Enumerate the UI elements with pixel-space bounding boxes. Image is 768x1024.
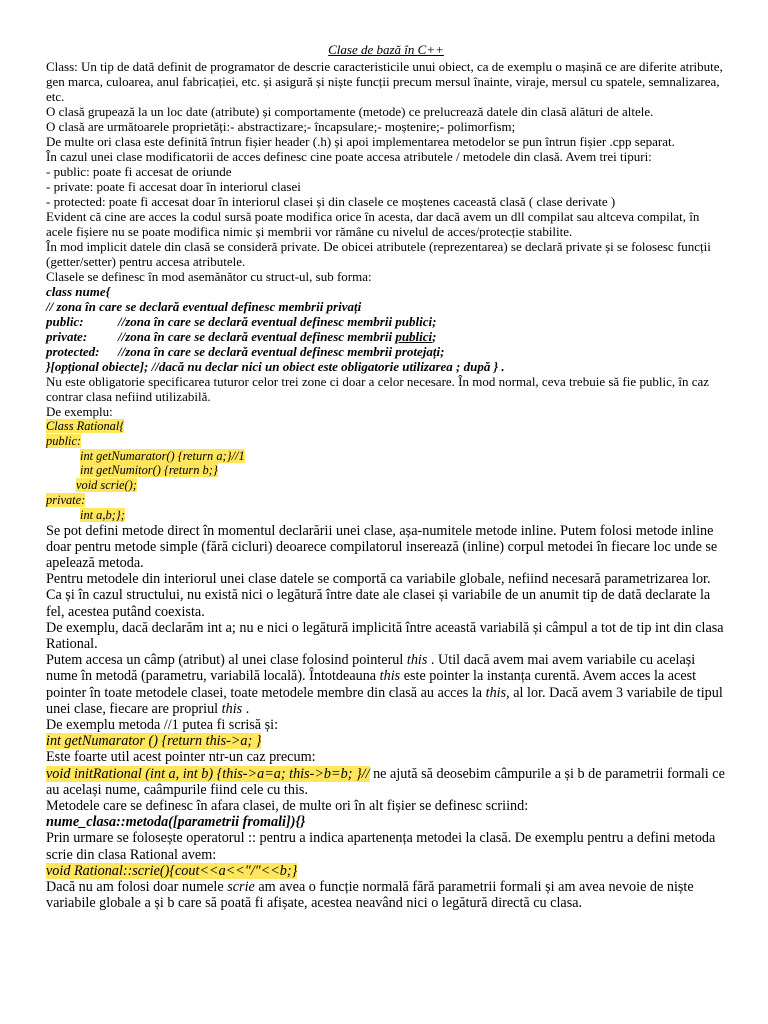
intro-properties: O clasă are următoarele proprietăți:- abstractizare;- încapsulare;- moștenire;- polimorfism;	[46, 119, 516, 134]
useful-case-label: Este foarte util acest pointer ntr-un caz precum:	[46, 749, 316, 766]
init-rational-paragraph: void initRational (int a, int b) {this->a=a; this->b=b; }// ne ajută să deosebim câmpurile a și b de parametrii formali ce au același nume, caâmpurile fiind cele cu this.	[46, 765, 725, 798]
syntax-keyword: private:	[46, 329, 88, 344]
scope-operator-paragraph: Prin urmare se folosește operatorul :: pentru a indica apartenența metodei la clasă. De exemplu pentru a defini metoda scrie din clasa Rational avem:	[46, 830, 716, 863]
example-code-block	[46, 419, 726, 523]
intro-access-modifiers: În cazul unei clase modificatorii de acces definesc cine poate accesa atributele / metodele din clasă. Avem trei tipuri:	[46, 149, 652, 164]
this-pointer-paragraph: Putem accesa un câmp (atribut) al unei clase folosind pointerul this . Util dacă avem mai avem variabile cu același nume în metodă (parametru, variabilă locală). Întotdeauna this este pointer la instanța curentă. Avem acces la acest pointer în toate metodele clasei, toate metodele membre din clasă au acces la this, al lor. Dacă avem 3 variabile de tipul unei clase, fiecare are propriul this .	[46, 652, 723, 717]
intro-header-files: De multe ori clasa este definită întrun fișier header (.h) și apoi implementarea metodelor se pun întrun fișier .cpp separat.	[46, 134, 675, 149]
int-example-paragraph: De exemplu, dacă declarăm int a; nu e nici o legătură implicită între această variabilă și câmpul a tot de tip int din clasa Rational.	[46, 619, 724, 652]
scrie-code: void Rational::scrie(){cout<<a<<"/"<<b;}	[46, 862, 298, 879]
global-data-paragraph: Pentru metodele din interiorul unei clase datele se comportă ca variabile globale, nefiind necesară parametrizarea lor. Ca și în cazul structului, nu există nici o legătură între date ale clasei și variabile de un anumit tip de dată declarate la fel, acestea putând coexista.	[46, 571, 711, 620]
inline-methods-paragraph: Se pot defini metode direct în momentul declarării unei clase, așa-numitele metode inline. Putem folosi metode inline doar pentru metode simple (fără cicluri) deoarece compilatorul inserează (inline) corpul metodei în fiecare loc unde se apelează metoda.	[46, 522, 718, 571]
intro-source-access: Evident că cine are acces la codul sursă poate modifica orice în acesta, dar dacă avem un dll compilat sau altceva compilat, în acele fișiere nu se poate modifica nimic și membrii vor rămâne cu nivelul de acces/protecție stabilite.	[46, 209, 700, 239]
code-line: Class Rational{	[46, 419, 125, 433]
page-title: Clase de bază în C++	[328, 42, 444, 57]
access-public: - public: poate fi accesat de oriunde	[46, 164, 232, 179]
syntax-line: // zona în care se declară eventual definesc membrii privați	[46, 299, 362, 314]
outside-definition-paragraph: Metodele care se definesc în afara clasei, de multe ori în alt fișier se definesc scriind:	[46, 798, 529, 815]
code-line: int getNumarator() {return a;}//1	[80, 448, 245, 463]
code-line: private:	[46, 492, 86, 507]
syntax-comment: //zona în care se declară eventual definesc membrii protejați;	[118, 344, 445, 359]
code-line: public:	[46, 433, 82, 448]
syntax-comment: //zona în care se declară eventual definesc membrii publici;	[118, 314, 437, 329]
final-paragraph: Dacă nu am folosi doar numele scrie am avea o funcție normală fără parametrii formali și am avea nevoie de niște variabile globale a și b care să poată fi afișate, acestea neavând nici o legătură directă cu clasa.	[46, 879, 694, 912]
syntax-comment: ;	[432, 329, 437, 344]
intro-grouping: O clasă grupează la un loc date (atribute) și comportamente (metode) ce prelucrează datele din clasă alături de altele.	[46, 104, 654, 119]
intro-struct-form: Clasele se definesc în mod asemănător cu struct-ul, sub forma:	[46, 269, 372, 284]
syntax-line: class nume{	[46, 284, 111, 299]
code-line: int a,b;};	[80, 507, 125, 522]
intro-class-definition: Class: Un tip de dată definit de programator de descrie caracteristicile unui obiect, ca de exemplu o mașină ce are diferite atribute, gen marca, culoarea, anul fabricației, etc. și asigură și niște funcții precum mersul înainte, viraje, mersul cu spatele, semnalizarea, etc.	[46, 59, 723, 104]
syntax-keyword: protected:	[46, 344, 100, 359]
intro-implicit-private: În mod implicit datele din clasă se consideră private. De obicei atributele (reprezentarea) se declară private și se folosesc funcții (getter/setter) pentru accesa atributele.	[46, 239, 711, 269]
syntax-line	[46, 329, 726, 344]
syntax-line	[46, 314, 726, 329]
access-private: - private: poate fi accesat doar în interiorul clasei	[46, 179, 301, 194]
code-line: void scrie();	[76, 478, 137, 493]
code-line: int getNumitor() {return b;}	[80, 463, 218, 478]
syntax-line: }[opțional obiecte]; //dacă nu declar nici un obiect este obligatorie utilizarea ; după } .	[46, 359, 505, 374]
syntax-line	[46, 344, 726, 359]
method1-code: int getNumarator () {return this->a; }	[46, 733, 262, 750]
syntax-underlined-word: publici	[395, 329, 433, 344]
method1-label: De exemplu metoda //1 putea fi scrisă și:	[46, 717, 279, 734]
example-label: De exemplu:	[46, 404, 113, 419]
outside-syntax: nume_clasa::metoda([parametrii fromali]){}	[46, 814, 306, 831]
document-page	[46, 42, 726, 911]
zones-note: Nu este obligatorie specificarea tuturor celor trei zone ci doar a celor necesare. În mod normal, ceva trebuie să fie public, în caz contrar clasa nefiind utilizabilă.	[46, 374, 710, 404]
class-syntax-block	[46, 284, 726, 374]
syntax-comment: //zona în care se declară eventual definesc membrii	[118, 329, 396, 344]
init-code: void initRational (int a, int b) {this->a=a; this->b=b; }//	[46, 765, 370, 782]
syntax-keyword: public:	[46, 314, 84, 329]
access-protected: - protected: poate fi accesat doar în interiorul clasei și din clasele ce moștenes caceastă clasă ( clase derivate )	[46, 194, 616, 209]
